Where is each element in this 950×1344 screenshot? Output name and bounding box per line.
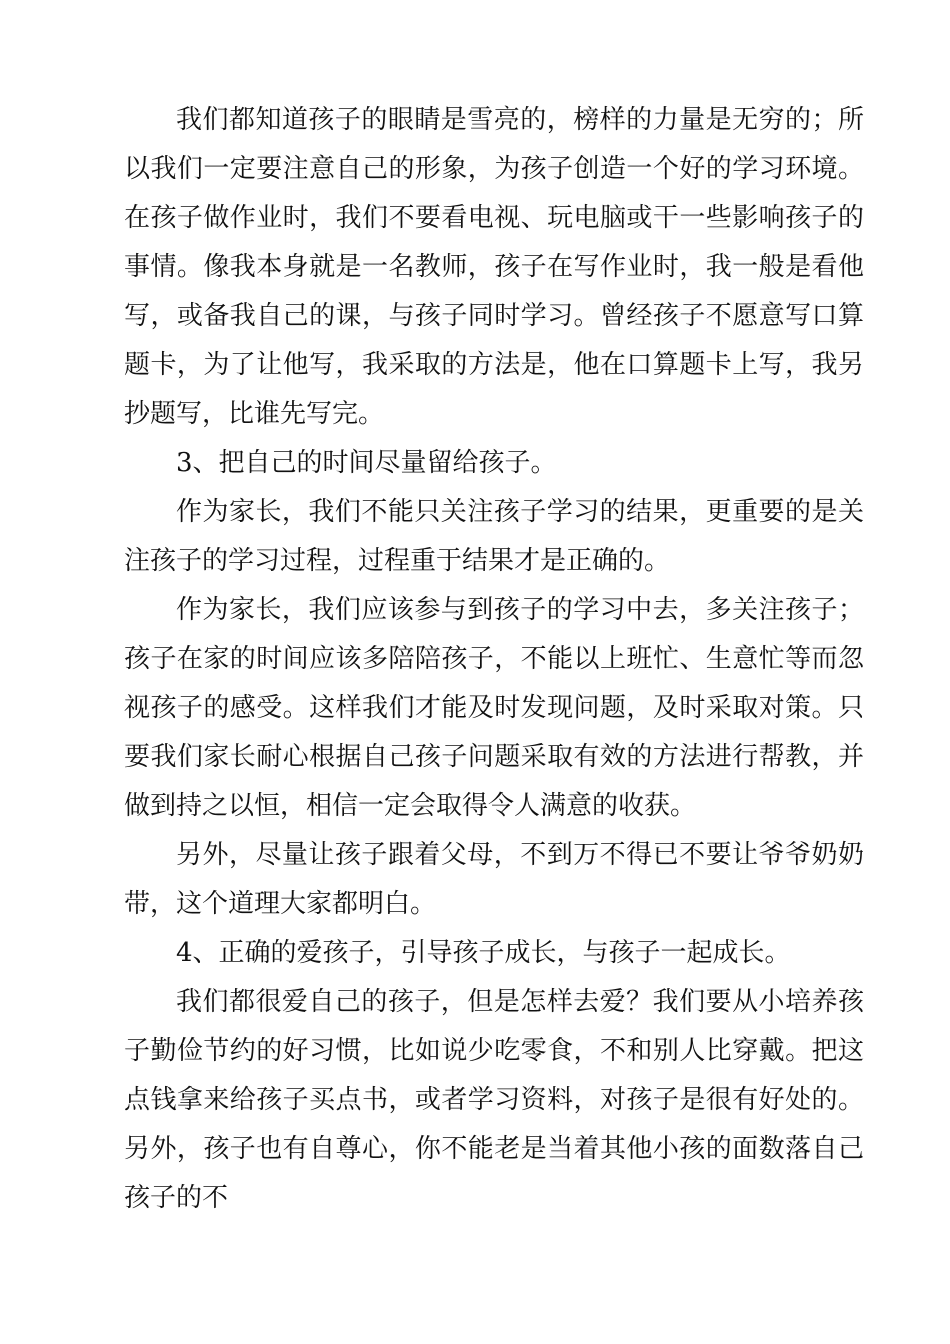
heading-love-child: 4、正确的爱孩子，引导孩子成长，与孩子一起成长。 — [176, 938, 791, 968]
paragraph-thrift-self-esteem: 我们都很爱自己的孩子，但是怎样去爱？我们要从小培养孩子勤俭节约的好习惯，比如说少吃零食，不和别人比穿戴。把这点钱拿来给孩子买点书，或者学习资料，对孩子是很有好处的。另外，孩子也有自尊心，你不能老是当着其他小孩的面数落自己孩子的不 — [124, 987, 864, 1213]
paragraph-learning-process: 作为家长，我们不能只关注孩子学习的结果，更重要的是关注孩子的学习过程，过程重于结果才是正确的。 — [124, 497, 864, 576]
paragraph-role-model: 我们都知道孩子的眼睛是雪亮的，榜样的力量是无穷的；所以我们一定要注意自己的形象，为孩子创造一个好的学习环境。在孩子做作业时，我们不要看电视、玩电脑或干一些影响孩子的事情。像我本身就是一名教师，孩子在写作业时，我一般是看他写，或备我自己的课，与孩子同时学习。曾经孩子不愿意写口算题卡，为了让他写，我采取的方法是，他在口算题卡上写，我另抄题写，比谁先写完。 — [124, 105, 864, 429]
document-body — [124, 96, 864, 1223]
paragraph-stay-with-parents: 另外，尽量让孩子跟着父母，不到万不得已不要让爷爷奶奶带，这个道理大家都明白。 — [124, 840, 864, 919]
heading-time-for-child: 3、把自己的时间尽量留给孩子。 — [176, 448, 557, 478]
paragraph-participation: 作为家长，我们应该参与到孩子的学习中去，多关注孩子；孩子在家的时间应该多陪陪孩子，不能以上班忙、生意忙等而忽视孩子的感受。这样我们才能及时发现问题，及时采取对策。只要我们家长耐心根据自己孩子问题采取有效的方法进行帮教，并做到持之以恒，相信一定会取得令人满意的收获。 — [124, 595, 864, 821]
